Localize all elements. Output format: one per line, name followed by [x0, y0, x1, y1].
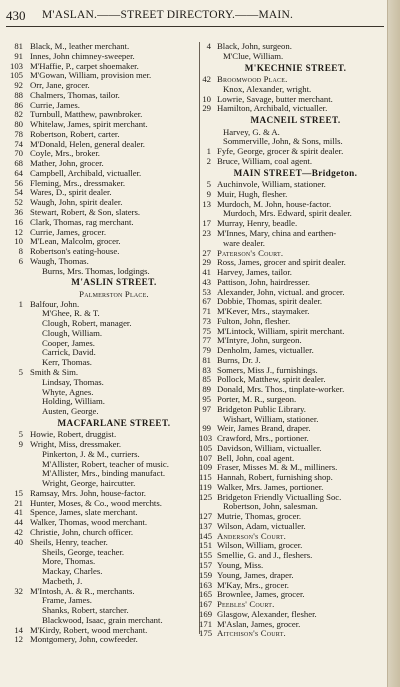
entry-text: Fyfe, George, grocer & spirit dealer. [217, 146, 344, 157]
entry-text: Fraser, Misses M. & M., milliners. [217, 462, 338, 473]
house-number: 74 [14, 138, 23, 149]
entry-text: M'Ghee, R. & T. [42, 308, 100, 319]
entry-text: Mutrie, Thomas, grocer. [217, 511, 302, 522]
entry-text: Murray, Henry, beadle. [217, 218, 298, 229]
entry-text: Lindsay, Thomas. [42, 376, 104, 387]
entry-text: Ramsay, Mrs. John, house-factor. [30, 487, 146, 498]
house-number: 64 [14, 167, 23, 178]
house-number: 29 [202, 103, 211, 114]
entry-text: Porter, M. R., surgeon. [217, 394, 297, 404]
entry-text: Bruce, William, coal agent. [217, 155, 313, 166]
entry-text: Harvey, James, tailor. [217, 267, 292, 278]
house-number: 103 [199, 433, 213, 444]
house-number: 89 [202, 384, 211, 395]
entry-text: Mackay, Charles. [42, 566, 103, 577]
house-number: 165 [199, 589, 213, 600]
directory-entry [203, 104, 388, 114]
house-number: 157 [199, 560, 213, 571]
house-number: 125 [199, 491, 213, 502]
house-number: 80 [14, 119, 23, 130]
entry-text: Fulton, John, flesher. [217, 315, 291, 326]
entry-text: Cooper, James. [42, 337, 95, 348]
house-number: 10 [14, 236, 23, 247]
entry-text: Whyte, Agnes. [42, 386, 94, 397]
entry-text: M'Allister, Robert, teacher of music. [42, 458, 169, 469]
entry-text: M'Intosh, A. & R., merchants. [30, 585, 135, 596]
entry-text: Knox, Alexander, wright. [223, 83, 312, 94]
house-number: 44 [14, 517, 23, 528]
entry-text: Kerr, Thomas. [42, 357, 92, 368]
place-subheading: Aitchison's Court. [217, 628, 286, 639]
house-number: 6 [18, 255, 23, 266]
entry-text: Fleming, Mrs., dressmaker. [30, 177, 126, 188]
entry-text: Robertson, John, salesman. [223, 501, 318, 512]
house-number: 82 [14, 109, 23, 120]
entry-text: Robertson, Robert, carter. [30, 128, 120, 139]
entry-text: Smith & Sim. [30, 367, 79, 377]
entry-text: Young, Miss. [217, 560, 264, 571]
house-number: 36 [14, 207, 23, 218]
house-number: 56 [14, 177, 23, 188]
house-number: 42 [14, 526, 23, 537]
house-number: 41 [202, 267, 211, 278]
entry-text: Clough, Robert, manager. [42, 318, 132, 329]
directory-entry [199, 628, 388, 639]
place-subheading: Anderson's Court. [217, 530, 287, 541]
house-number: 81 [14, 41, 23, 51]
house-number: 15 [14, 487, 23, 498]
entry-text: M'Aslan, James, grocer. [217, 618, 301, 629]
house-number: 86 [14, 99, 23, 110]
entry-text: Hannah, Robert, furnishing shop. [217, 472, 333, 483]
house-number: 41 [14, 507, 23, 518]
directory-entry [30, 267, 198, 277]
entry-text: Coyle, Mrs., broker. [30, 148, 100, 159]
entry-text: Walker, Mrs. James, portioner. [217, 481, 324, 492]
entry-text: Brownlee, James, grocer. [217, 589, 305, 600]
house-number: 14 [14, 624, 23, 635]
entry-text: Sheils, Henry, teacher. [30, 536, 108, 547]
entry-text: Clark, Thomas, rag merchant. [30, 216, 134, 227]
entry-text: Stewart, Robert, & Son, slaters. [30, 207, 141, 218]
entry-text: Black, M., leather merchant. [30, 41, 130, 51]
entry-text: Blackwood, Isaac, grain merchant. [42, 614, 163, 625]
house-number: 97 [202, 403, 211, 414]
place-subheading: Broomwood Place. [217, 74, 288, 85]
entry-text: Auchinvole, William, stationer. [217, 179, 326, 190]
house-number: 145 [199, 530, 213, 541]
entry-text: M'Intyre, John, surgeon. [217, 335, 302, 346]
house-number: 171 [199, 618, 213, 629]
house-number: 42 [202, 74, 211, 85]
entry-text: Currie, James. [30, 99, 80, 110]
directory-entry [203, 157, 388, 167]
house-number: 52 [14, 197, 23, 208]
directory-entry [30, 407, 198, 417]
house-number: 77 [202, 335, 211, 346]
entry-text: Young, James, draper. [217, 569, 294, 580]
house-number: 127 [199, 511, 213, 522]
house-number: 40 [14, 536, 23, 547]
entry-text: Murdoch, M. John, house-factor. [217, 198, 332, 209]
entry-text: Chalmers, Thomas, tailor. [30, 89, 120, 100]
house-number: 5 [18, 367, 23, 377]
entry-text: Howie, Robert, druggist. [30, 429, 117, 440]
entry-text: Pollock, Matthew, spirit dealer. [217, 374, 326, 385]
entry-text: Glasgow, Alexander, flesher. [217, 608, 317, 619]
entry-text: Murdoch, Mrs. Edward, spirit dealer. [223, 208, 352, 219]
entry-text: Frame, James. [42, 595, 92, 606]
entry-text: Muir, Hugh, flesher. [217, 188, 288, 199]
entry-text: Hunter, Moses, & Co., wood merchts. [30, 497, 162, 508]
house-number: 119 [199, 481, 212, 492]
house-number: 83 [202, 364, 211, 375]
entry-text: Wright, George, haircutter. [42, 478, 136, 489]
house-number: 159 [199, 569, 213, 580]
page-header [6, 8, 386, 24]
entry-text: Campbell, Archibald, victualler. [30, 167, 142, 178]
house-number: 151 [199, 540, 213, 551]
entry-text: M'Innes, Mary, china and earthen- [217, 227, 337, 238]
entry-text: Dobbie, Thomas, spirit dealer. [217, 296, 323, 307]
house-number: 53 [202, 286, 211, 297]
house-number: 2 [206, 155, 211, 166]
entry-text: Weir, James Brand, draper. [217, 423, 311, 434]
house-number: 137 [199, 520, 213, 531]
house-number: 109 [199, 462, 213, 473]
house-number: 5 [18, 429, 23, 440]
entry-text: Black, John, surgeon. [217, 41, 292, 51]
entry-text: M'Kever, Mrs., staymaker. [217, 306, 310, 317]
street-heading: M'KECHNIE STREET. [244, 62, 347, 73]
right-column [199, 41, 388, 639]
house-number: 68 [14, 158, 23, 169]
house-number: 13 [202, 198, 211, 209]
house-number: 91 [14, 50, 23, 61]
entry-text: More, Thomas. [42, 556, 96, 567]
entry-text: M'Kay, Mrs., grocer. [217, 579, 289, 590]
house-number: 4 [206, 41, 211, 51]
entry-text: Somers, Miss J., furnishings. [217, 364, 318, 375]
house-number: 92 [14, 80, 23, 91]
house-number: 155 [199, 550, 213, 561]
entry-text: M'Gowan, William, provision mer. [30, 70, 152, 81]
entry-text: Bridgeton Friendly Victualling Soc. [217, 491, 342, 502]
entry-text: Montgomery, John, cowfeeder. [30, 634, 138, 645]
house-number: 175 [199, 628, 213, 639]
left-column [9, 41, 198, 645]
entry-text: Carrick, David. [42, 347, 96, 358]
house-number: 71 [202, 306, 211, 317]
house-number: 167 [199, 599, 213, 610]
house-number: 115 [199, 472, 212, 483]
entry-text: Ross, James, grocer and spirit dealer. [217, 257, 346, 268]
entry-text: Currie, James, grocer. [30, 226, 106, 237]
entry-text: Mather, John, grocer. [30, 158, 104, 169]
house-number: 73 [202, 315, 211, 326]
house-number: 10 [202, 93, 211, 104]
directory-entry [14, 634, 198, 645]
entry-text: Waugh, John, spirit dealer. [30, 197, 123, 208]
entry-text: M'Allister, Mrs., binding manufact. [42, 468, 166, 479]
house-number: 85 [202, 374, 211, 385]
entry-text: Walker, Thomas, wood merchant. [30, 517, 148, 528]
entry-text: ware dealer. [223, 237, 265, 248]
entry-text: Christie, John, church officer. [30, 526, 134, 537]
entry-text: Clough, William. [42, 327, 103, 338]
house-number: 67 [202, 296, 211, 307]
running-title: M'ASLAN.——STREET DIRECTORY.——MAIN. [42, 9, 294, 21]
house-number: 12 [14, 226, 23, 237]
house-number: 43 [202, 276, 211, 287]
entry-text: Waugh, Thomas. [30, 255, 89, 266]
entry-text: Sommerville, John, & Sons, mills. [223, 136, 343, 147]
house-number: 21 [14, 497, 23, 508]
header-rule [6, 26, 384, 27]
entry-text: Burns, Dr. J. [217, 354, 261, 365]
house-number: 169 [199, 608, 213, 619]
entry-text: Wares, D., spirit dealer. [30, 187, 112, 198]
house-number: 1 [18, 298, 23, 309]
house-number: 54 [14, 187, 23, 198]
entry-text: Bell, John, coal agent. [217, 452, 295, 463]
entry-text: Wright, Miss, dressmaker. [30, 439, 122, 450]
entry-text: Bridgeton Public Library. [217, 403, 306, 414]
house-number: 78 [14, 128, 23, 139]
house-number: 103 [9, 60, 23, 71]
entry-text: M'Donald, Helen, general dealer. [30, 138, 145, 149]
house-number: 163 [199, 579, 213, 590]
house-number: 9 [18, 439, 23, 450]
entry-text: M'Haffie, P., carpet shoemaker. [30, 60, 139, 71]
entry-text: Smellie, G. and J., fleshers. [217, 550, 313, 561]
place-subheading: Paterson's Court. [217, 247, 284, 258]
entry-text: M'Lintock, William, spirit merchant. [217, 325, 345, 336]
house-number: 9 [206, 188, 211, 199]
house-number: 8 [18, 246, 23, 257]
house-number: 5 [206, 179, 211, 190]
entry-text: Turnbull, Matthew, pawnbroker. [30, 109, 143, 120]
entry-text: Shanks, Robert, starcher. [42, 605, 129, 616]
entry-text: Holding, William. [42, 396, 105, 407]
entry-text: Denholm, James, victualler. [217, 345, 314, 356]
entry-text: Crawford, Mrs., portioner. [217, 433, 309, 444]
house-number: 99 [202, 423, 211, 434]
entry-text: Alexander, John, victual. and grocer. [217, 286, 345, 297]
entry-text: Wishart, William, stationer. [223, 413, 319, 424]
entry-text: Davidson, William, victualler. [217, 442, 322, 453]
street-heading: MACNEIL STREET. [250, 115, 341, 126]
entry-text: Whitelaw, James, spirit merchant. [30, 119, 148, 130]
house-number: 1 [206, 146, 211, 157]
entry-text: Hamilton, Archibald, victualler. [217, 103, 328, 114]
house-number: 75 [202, 325, 211, 336]
entry-text: Spence, James, slate merchant. [30, 507, 138, 518]
directory-entry [203, 52, 388, 62]
place-subheading: Palmerston Place. [79, 288, 149, 299]
street-heading: M'ASLIN STREET. [71, 277, 157, 288]
street-heading: MACFARLANE STREET. [57, 417, 171, 428]
house-number: 23 [202, 227, 211, 238]
entry-text: Pattison, John, hairdresser. [217, 276, 310, 287]
house-number: 79 [202, 345, 211, 356]
entry-text: Wilson, William, grocer. [217, 540, 303, 551]
entry-text: Wilson, Adam, victualler. [217, 520, 306, 531]
entry-text: Robertson's eating-house. [30, 246, 120, 257]
page-number: 430 [6, 8, 26, 23]
entry-text: M'Kirdy, Robert, wood merchant. [30, 624, 148, 635]
house-number: 32 [14, 585, 23, 596]
house-number: 105 [9, 70, 23, 81]
house-number: 107 [199, 452, 213, 463]
adjacent-page-edge [387, 0, 400, 687]
entry-text: Donald, Mrs. Thos., tinplate-worker. [217, 384, 345, 395]
entry-text: Harvey, G. & A. [223, 126, 280, 137]
place-subheading: Peebles' Court. [217, 599, 275, 610]
entry-text: Lowrie, Savage, butter merchant. [217, 93, 333, 104]
house-number: 81 [202, 354, 211, 365]
house-number: 70 [14, 148, 23, 159]
entry-text: Macbeth, J. [42, 575, 83, 586]
house-number: 12 [14, 634, 23, 645]
entry-text: Sheils, George, teacher. [42, 546, 125, 557]
house-number: 105 [199, 442, 213, 453]
entry-text: Burns, Mrs. Thomas, lodgings. [42, 265, 150, 276]
street-heading: MAIN STREET—Bridgeton. [233, 167, 358, 178]
entry-text: M'Lean, Malcolm, grocer. [30, 236, 121, 247]
house-number: 27 [202, 247, 211, 258]
entry-text: Austen, George. [42, 406, 99, 417]
house-number: 17 [202, 218, 211, 229]
house-number: 88 [14, 89, 23, 100]
house-number: 16 [14, 216, 23, 227]
house-number: 29 [202, 257, 211, 268]
entry-text: Balfour, John. [30, 298, 80, 309]
entry-text: Pinkerton, J. & M., curriers. [42, 448, 140, 459]
entry-text: Innes, John chimney-sweeper. [30, 50, 135, 61]
entry-text: Orr, Jane, grocer. [30, 80, 90, 91]
entry-text: M'Clue, William. [223, 50, 284, 61]
house-number: 95 [202, 394, 211, 404]
